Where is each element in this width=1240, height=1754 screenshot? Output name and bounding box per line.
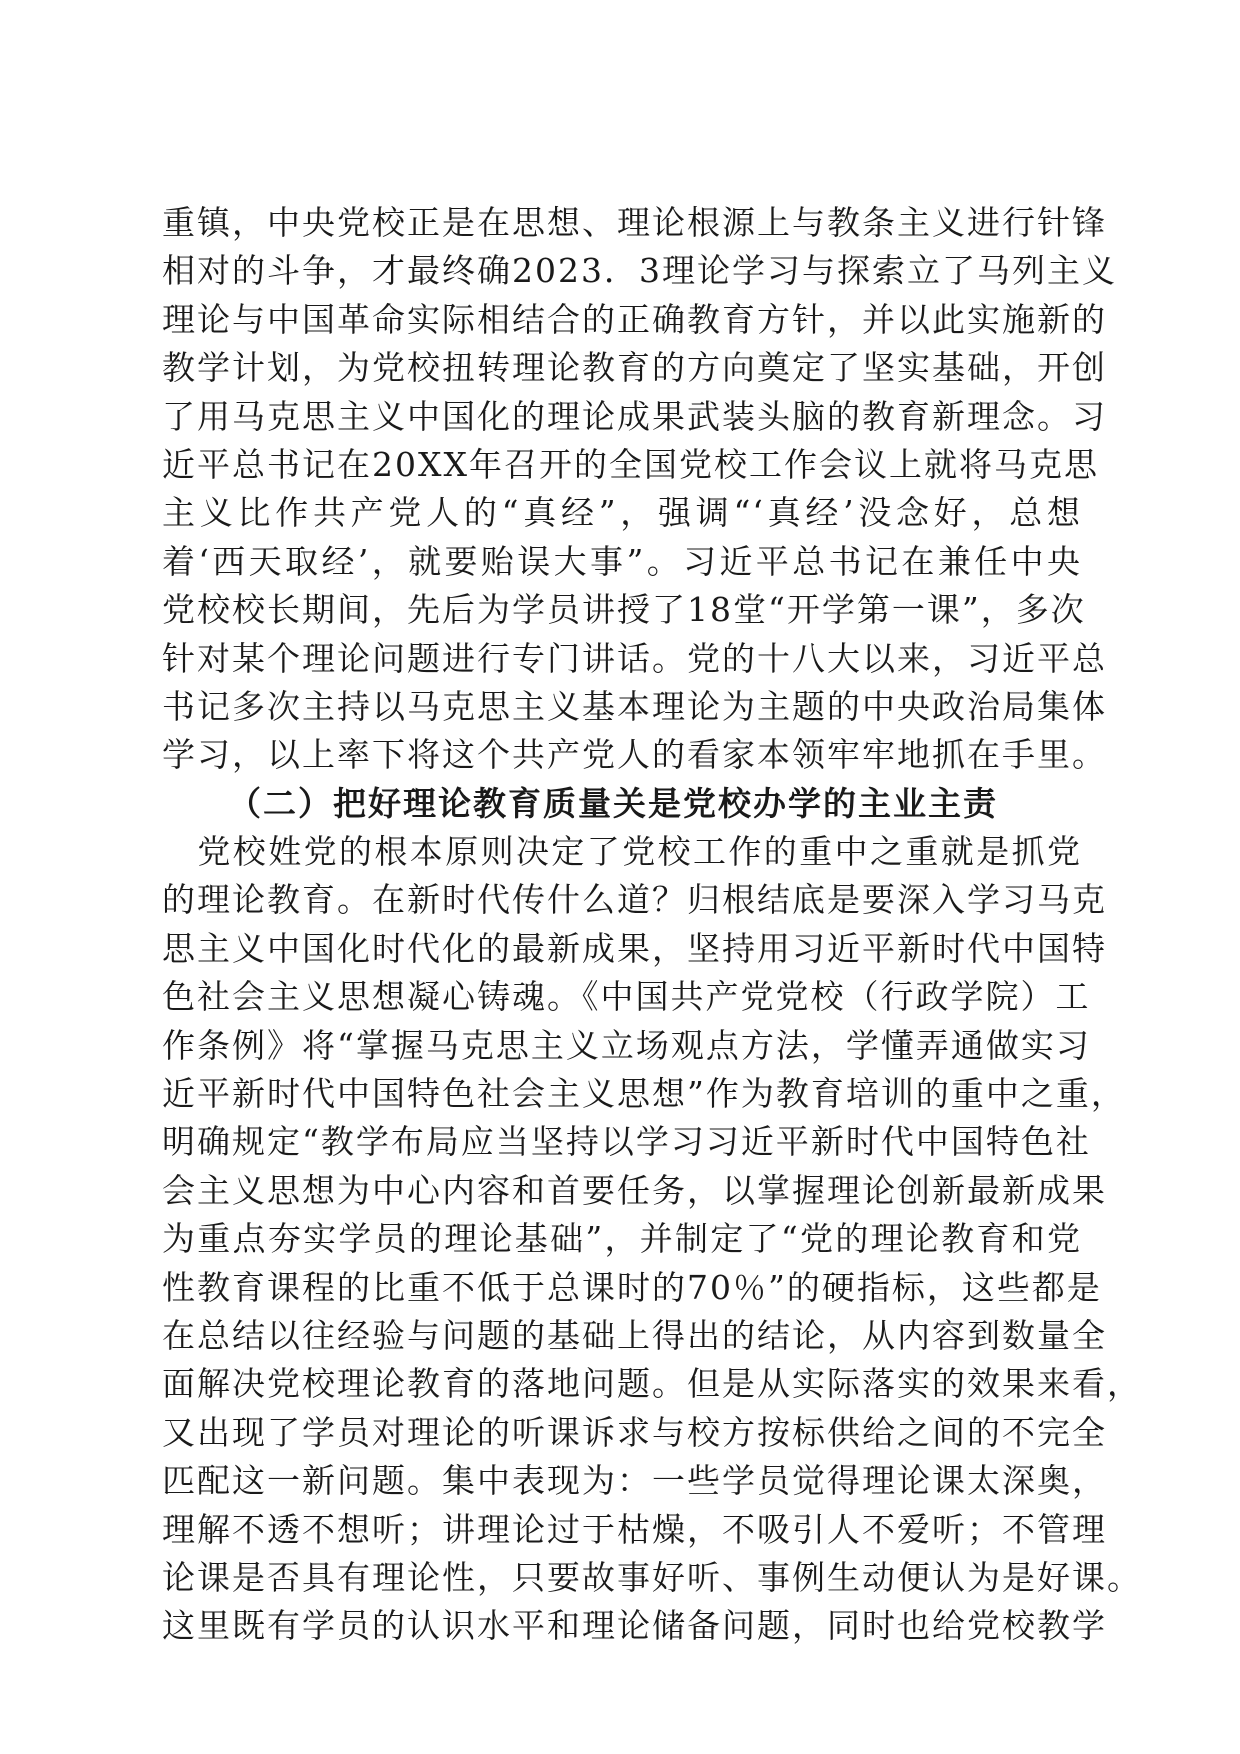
paragraph-line: 党校姓党的根本原则决定了党校工作的重中之重就是抓党 (162, 832, 1082, 872)
paragraph-line: 针对某个理论问题进行专门讲话。党的十八大以来，习近平总 (162, 638, 1107, 678)
paragraph-line: 这里既有学员的认识水平和理论储备问题，同时也给党校教学 (162, 1606, 1107, 1646)
paragraph-line: 为重点夯实学员的理论基础”，并制定了“党的理论教育和党 (162, 1219, 1082, 1259)
section-heading: （二）把好理论教育质量关是党校办学的主业主责 (228, 783, 998, 823)
paragraph-line: 面解决党校理论教育的落地问题。但是从实际落实的效果来看， (162, 1364, 1142, 1404)
paragraph-line: 理论与中国革命实际相结合的正确教育方针，并以此实施新的 (162, 299, 1107, 339)
document-body (162, 199, 1142, 1651)
paragraph-line: 又出现了学员对理论的听课诉求与校方按标供给之间的不完全 (162, 1412, 1107, 1452)
paragraph-line: 论课是否具有理论性，只要故事好听、事例生动便认为是好课。 (162, 1557, 1142, 1597)
paragraph-line: 主义比作共产党人的“真经”，强调“‘真经’没念好，总想 (162, 493, 1082, 533)
paragraph-line: 思主义中国化时代化的最新成果，坚持用习近平新时代中国特 (162, 928, 1107, 968)
paragraph-line: 了用马克思主义中国化的理论成果武装头脑的教育新理念。习 (162, 396, 1107, 436)
paragraph-line: 会主义思想为中心内容和首要任务，以掌握理论创新最新成果 (162, 1170, 1107, 1210)
paragraph-line: 色社会主义思想凝心铸魂。《中国共产党党校（行政学院）工 (162, 977, 1091, 1017)
paragraph-line: 的理论教育。在新时代传什么道？归根结底是要深入学习马克 (162, 880, 1107, 920)
paragraph-line: 书记多次主持以马克思主义基本理论为主题的中央政治局集体 (162, 686, 1107, 726)
paragraph-line: 性教育课程的比重不低于总课时的70％”的硬指标，这些都是 (162, 1267, 1102, 1307)
paragraph-line: 着‘西天取经’，就要贻误大事”。习近平总书记在兼任中央 (162, 541, 1082, 581)
paragraph-line: 明确规定“教学布局应当坚持以学习习近平新时代中国特色社 (162, 1122, 1091, 1162)
paragraph-line: 近平新时代中国特色社会主义思想”作为教育培训的重中之重， (162, 1074, 1126, 1114)
paragraph-line: 在总结以往经验与问题的基础上得出的结论，从内容到数量全 (162, 1315, 1107, 1355)
paragraph-line: 理解不透不想听；讲理论过于枯燥，不吸引人不爱听；不管理 (162, 1509, 1107, 1549)
paragraph-line: 相对的斗争，才最终确2023．3理论学习与探索立了马列主义 (162, 251, 1117, 291)
paragraph-line: 匹配这一新问题。集中表现为：一些学员觉得理论课太深奥， (162, 1461, 1107, 1501)
paragraph-line: 重镇，中央党校正是在思想、理论根源上与教条主义进行针锋 (162, 203, 1107, 242)
paragraph-line: 学习，以上率下将这个共产党人的看家本领牢牢地抓在手里。 (162, 735, 1107, 775)
paragraph-line: 党校校长期间，先后为学员讲授了18堂“开学第一课”，多次 (162, 590, 1086, 630)
paragraph-line: 教学计划，为党校扭转理论教育的方向奠定了坚实基础，开创 (162, 348, 1107, 388)
paragraph-line: 作条例》将“掌握马克思主义立场观点方法，学懂弄通做实习 (162, 1025, 1091, 1065)
paragraph-line: 近平总书记在20XX年召开的全国党校工作会议上就将马克思 (162, 444, 1099, 484)
